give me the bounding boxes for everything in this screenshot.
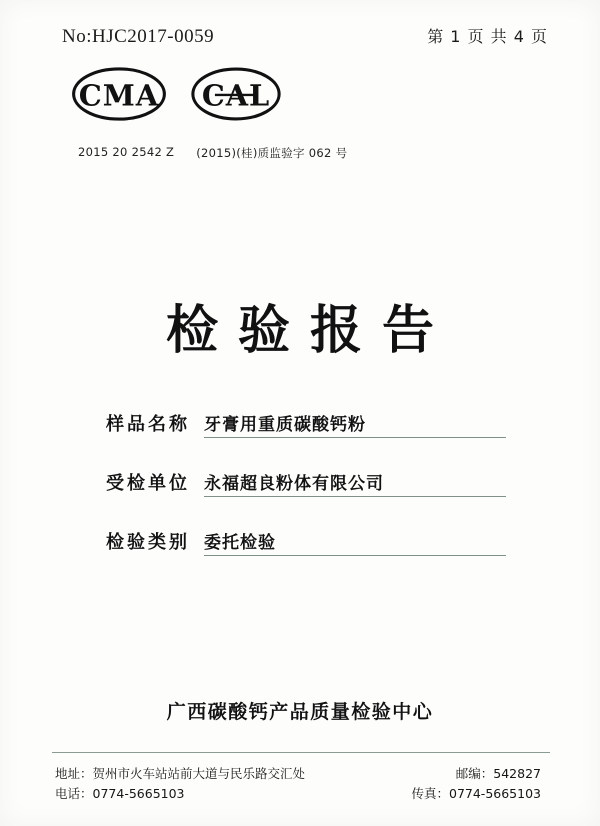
footer-address-line xyxy=(55,764,547,784)
document-header xyxy=(62,24,548,48)
footer-divider xyxy=(52,752,550,753)
footer-phone-line xyxy=(55,784,547,804)
field-value: 牙膏用重质碳酸钙粉 xyxy=(204,415,366,435)
field-inspected-unit xyxy=(106,467,506,497)
cma-certificate-number: 2015 20 2542 Z xyxy=(78,145,175,159)
field-value-underline xyxy=(204,469,506,497)
address-text: 地址：贺州市火车站站前大道与民乐路交汇处 xyxy=(55,766,306,781)
fax-text: 传真：0774-5665103 xyxy=(411,786,541,801)
field-value: 永福超良粉体有限公司 xyxy=(204,474,384,494)
field-value-underline xyxy=(204,528,506,556)
field-value: 委托检验 xyxy=(204,533,276,553)
cma-mark-icon xyxy=(70,66,168,122)
marks-caption xyxy=(78,145,347,161)
sample-info-fields xyxy=(106,408,506,585)
certification-marks xyxy=(70,66,282,122)
cal-certificate-number: (2015)(桂)质监验字 062 号 xyxy=(196,146,348,160)
field-label: 受检单位 xyxy=(106,473,190,494)
field-sample-name xyxy=(106,408,506,438)
field-label: 样品名称 xyxy=(106,414,190,435)
phone-text: 电话：0774-5665103 xyxy=(55,786,185,801)
issuing-organization: 广西碳酸钙产品质量检验中心 xyxy=(166,701,434,723)
field-value-underline xyxy=(204,410,506,438)
page-indicator: 第 1 页 共 4 页 xyxy=(427,27,548,46)
cal-mark-icon xyxy=(190,66,282,122)
report-number: No:HJC2017-0059 xyxy=(62,26,215,47)
postcode-text: 邮编：542827 xyxy=(455,766,541,781)
svg-text:CAL: CAL xyxy=(201,78,271,113)
svg-text:CMA: CMA xyxy=(78,78,160,113)
field-label: 检验类别 xyxy=(106,532,190,553)
footer-contact-info xyxy=(55,764,547,804)
page-title: 检验报告 xyxy=(165,300,454,361)
field-inspection-type xyxy=(106,526,506,556)
